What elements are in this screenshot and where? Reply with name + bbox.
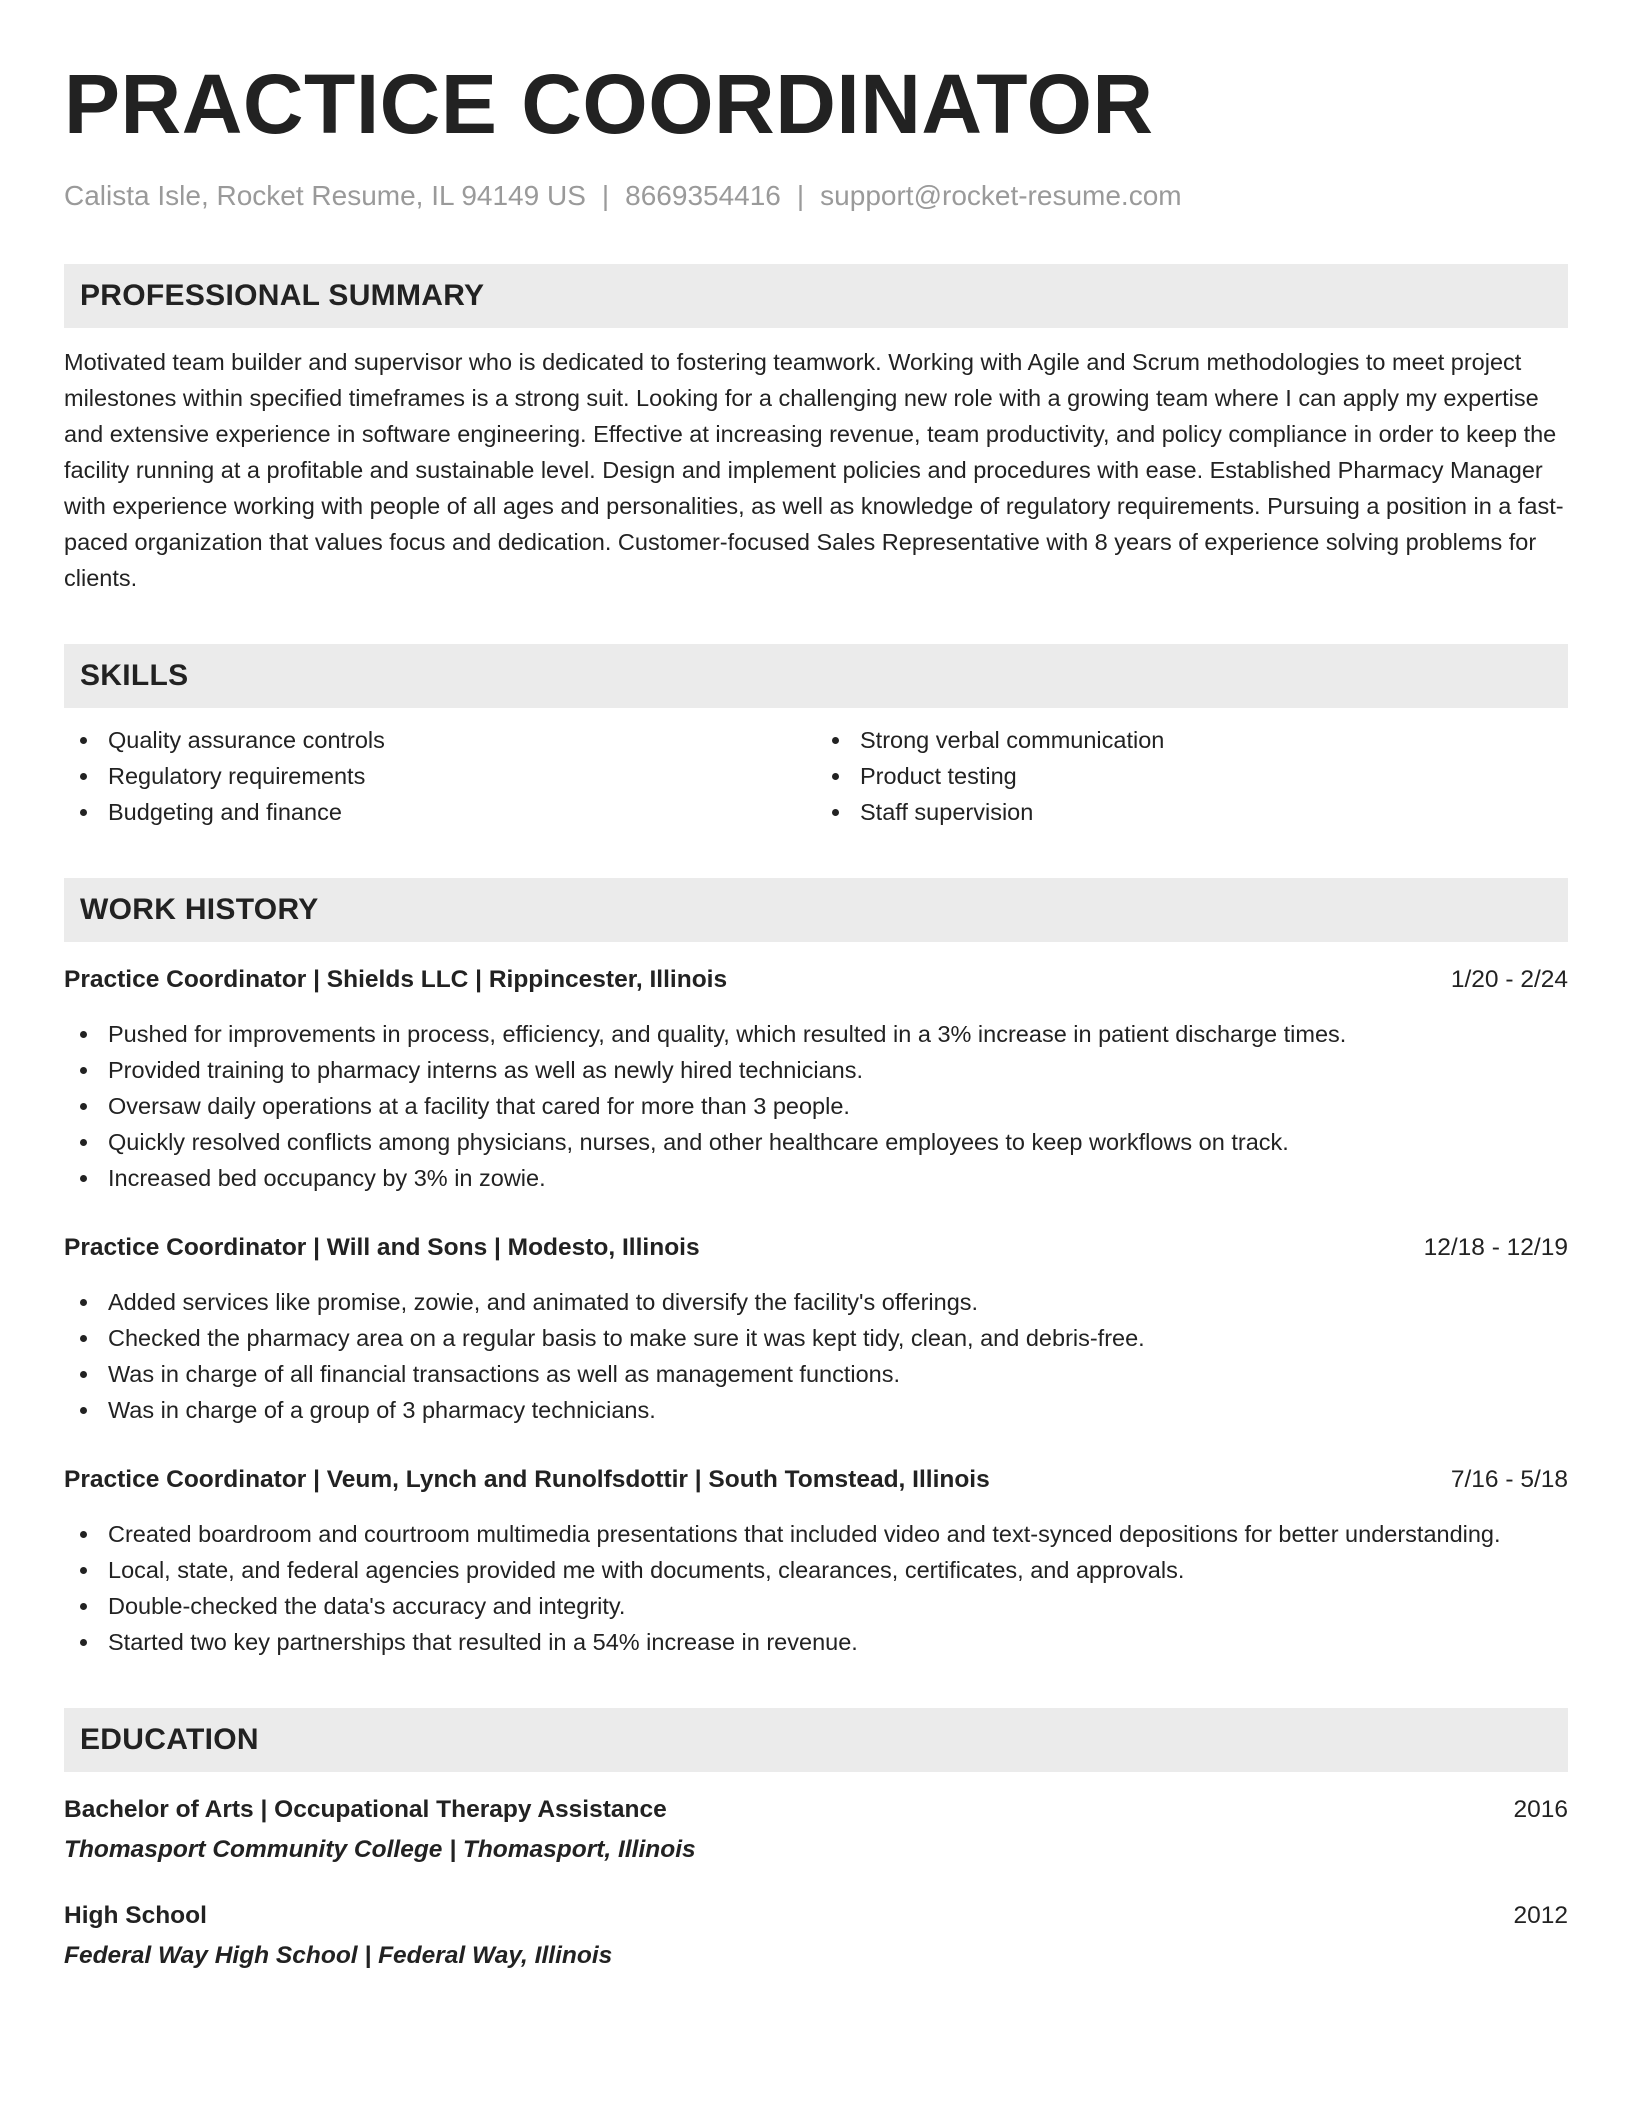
education-entry bbox=[64, 1898, 1568, 1974]
section-title: PROFESSIONAL SUMMARY bbox=[80, 279, 485, 312]
education-degree: High School bbox=[64, 1902, 207, 1929]
job-bullet: Checked the pharmacy area on a regular basis to make sure it was kept tidy, clean, and debris-free. bbox=[64, 1320, 1568, 1356]
section-title: SKILLS bbox=[80, 659, 189, 692]
job-bullet: Added services like promise, zowie, and animated to diversify the facility's offerings. bbox=[64, 1284, 1568, 1320]
job-bullets bbox=[64, 1016, 1568, 1196]
skill-item: Strong verbal communication bbox=[816, 722, 1568, 758]
job-bullet: Was in charge of a group of 3 pharmacy technicians. bbox=[64, 1392, 1568, 1428]
job-header bbox=[64, 1462, 1568, 1498]
skills-column-right bbox=[816, 722, 1568, 830]
education-header bbox=[64, 1792, 1568, 1828]
job-bullet: Increased bed occupancy by 3% in zowie. bbox=[64, 1160, 1568, 1196]
job-entry bbox=[64, 962, 1568, 1196]
job-bullets bbox=[64, 1284, 1568, 1428]
job-bullet: Was in charge of all financial transactions as well as management functions. bbox=[64, 1356, 1568, 1392]
job-title: Practice Coordinator | Shields LLC | Rippincester, Illinois bbox=[64, 966, 728, 993]
job-dates: 7/16 - 5/18 bbox=[1450, 1466, 1568, 1493]
contact-email: support@rocket-resume.com bbox=[820, 180, 1182, 211]
resume-name: PRACTICE COORDINATOR bbox=[64, 57, 1154, 151]
skills-list bbox=[64, 722, 1568, 830]
contact-phone: 8669354416 bbox=[625, 180, 781, 211]
contact-separator: | bbox=[796, 180, 805, 211]
job-bullets bbox=[64, 1516, 1568, 1660]
job-bullet: Double-checked the data's accuracy and integrity. bbox=[64, 1588, 1568, 1624]
education-school: Thomasport Community College | Thomasport, Illinois bbox=[64, 1836, 696, 1863]
job-entry bbox=[64, 1462, 1568, 1660]
job-header bbox=[64, 962, 1568, 998]
education-entry bbox=[64, 1792, 1568, 1868]
education-header bbox=[64, 1898, 1568, 1934]
section-header-summary bbox=[64, 264, 1568, 328]
summary-text: Motivated team builder and supervisor who is dedicated to fostering teamwork. Working with Agile and Scrum methodologies to meet project milestones within specified timeframes is a strong suit. Looking for a challenging new role with a growing team where I can apply my expertise and extensive experience in software engineering. Effective at increasing revenue, team productivity, and policy compliance in order to keep the facility running at a profitable and sustainable level. Design and implement policies and procedures with ease. Established Pharmacy Manager with experience working with people of all ages and personalities, as well as knowledge of regulatory requirements. Pursuing a position in a fast-paced organization that values focus and dedication. Customer-focused Sales Representative with 8 years of experience solving problems for clients. bbox=[64, 349, 1564, 591]
job-title: Practice Coordinator | Will and Sons | Modesto, Illinois bbox=[64, 1234, 700, 1261]
job-dates: 1/20 - 2/24 bbox=[1450, 966, 1568, 993]
skill-item: Quality assurance controls bbox=[64, 722, 816, 758]
job-bullet: Quickly resolved conflicts among physicians, nurses, and other healthcare employees to keep workflows on track. bbox=[64, 1124, 1568, 1160]
job-entry bbox=[64, 1230, 1568, 1428]
skills-column-left bbox=[64, 722, 816, 830]
education-year: 2012 bbox=[1513, 1902, 1568, 1929]
skill-item: Regulatory requirements bbox=[64, 758, 816, 794]
job-bullet: Created boardroom and courtroom multimedia presentations that included video and text-synced depositions for better understanding. bbox=[64, 1516, 1568, 1552]
section-title: EDUCATION bbox=[80, 1723, 259, 1756]
contact-line bbox=[64, 176, 1568, 216]
job-header bbox=[64, 1230, 1568, 1266]
job-title: Practice Coordinator | Veum, Lynch and Runolfsdottir | South Tomstead, Illinois bbox=[64, 1466, 990, 1493]
contact-separator: | bbox=[601, 180, 610, 211]
contact-address: Calista Isle, Rocket Resume, IL 94149 US bbox=[64, 180, 586, 211]
skill-item: Staff supervision bbox=[816, 794, 1568, 830]
skill-item: Product testing bbox=[816, 758, 1568, 794]
skill-item: Budgeting and finance bbox=[64, 794, 816, 830]
job-bullet: Started two key partnerships that resulted in a 54% increase in revenue. bbox=[64, 1624, 1568, 1660]
job-bullet: Pushed for improvements in process, efficiency, and quality, which resulted in a 3% increase in patient discharge times. bbox=[64, 1016, 1568, 1052]
section-header-skills bbox=[64, 644, 1568, 708]
job-bullet: Provided training to pharmacy interns as well as newly hired technicians. bbox=[64, 1052, 1568, 1088]
education-school: Federal Way High School | Federal Way, Illinois bbox=[64, 1942, 613, 1969]
section-header-work-history bbox=[64, 878, 1568, 942]
education-degree: Bachelor of Arts | Occupational Therapy Assistance bbox=[64, 1796, 667, 1823]
education-year: 2016 bbox=[1513, 1796, 1568, 1823]
job-dates: 12/18 - 12/19 bbox=[1423, 1234, 1568, 1261]
job-bullet: Local, state, and federal agencies provided me with documents, clearances, certificates, and approvals. bbox=[64, 1552, 1568, 1588]
section-header-education bbox=[64, 1708, 1568, 1772]
section-title: WORK HISTORY bbox=[80, 893, 319, 926]
job-bullet: Oversaw daily operations at a facility that cared for more than 3 people. bbox=[64, 1088, 1568, 1124]
